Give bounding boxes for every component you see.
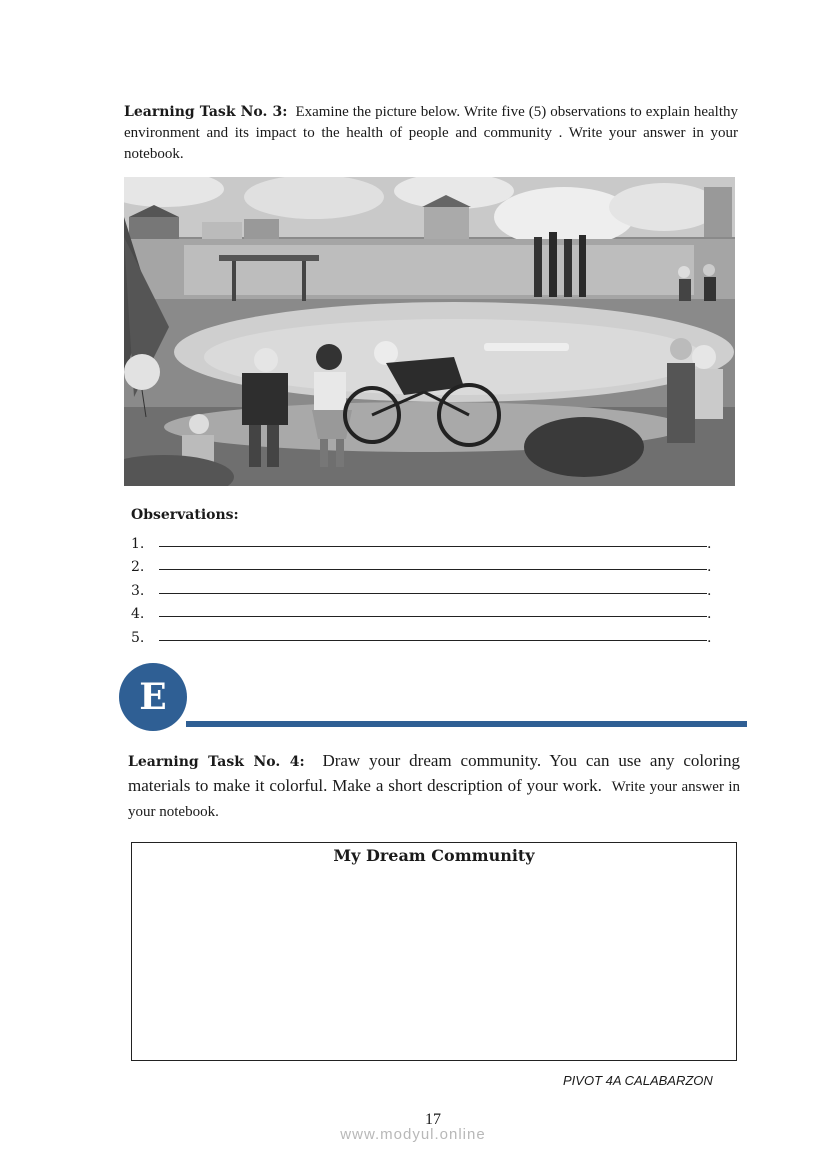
section-e-badge: E xyxy=(119,663,187,731)
section-divider xyxy=(186,721,747,727)
park-illustration xyxy=(124,177,735,486)
observation-row: 5. . xyxy=(131,629,712,646)
observation-row: 4. . xyxy=(131,606,712,622)
answer-line xyxy=(159,592,707,594)
dream-community-title: My Dream Community xyxy=(333,846,535,865)
answer-line xyxy=(159,639,707,641)
observation-row: 1. . xyxy=(131,535,712,552)
task-4-label: Learning Task No. 4: xyxy=(128,754,305,770)
observations-list xyxy=(131,528,711,646)
observation-row: 3. . xyxy=(131,582,712,599)
answer-line xyxy=(159,615,707,617)
page-number: 17 xyxy=(425,1111,441,1128)
observation-number: 1. xyxy=(131,535,145,552)
observation-number: 5. xyxy=(131,629,145,646)
task-4-note: Write your answer in your notebook. xyxy=(128,779,740,820)
learning-task-4 xyxy=(128,749,740,824)
watermark: www.modyul.online xyxy=(340,1126,486,1143)
observation-number: 2. xyxy=(131,559,145,575)
answer-line xyxy=(159,568,707,570)
answer-line xyxy=(159,545,707,547)
learning-task-3 xyxy=(124,102,738,165)
observation-number: 4. xyxy=(131,606,145,622)
observations-title: Observations: xyxy=(131,507,239,523)
observation-number: 3. xyxy=(131,582,145,599)
task-3-instructions: Examine the picture below. Write five (5) observations to explain healthy environment and its impact to the health of people and community . Write your answer in your notebook. xyxy=(124,104,738,162)
dream-community-box xyxy=(131,842,737,1061)
task-3-label: Learning Task No. 3: xyxy=(124,104,288,120)
observation-row: 2. . xyxy=(131,559,712,575)
task-4-instructions: Draw your dream community. You can use any coloring materials to make it colorful. Make a short description of your work. xyxy=(128,751,740,795)
source-label: PIVOT 4A CALABARZON xyxy=(563,1073,713,1088)
